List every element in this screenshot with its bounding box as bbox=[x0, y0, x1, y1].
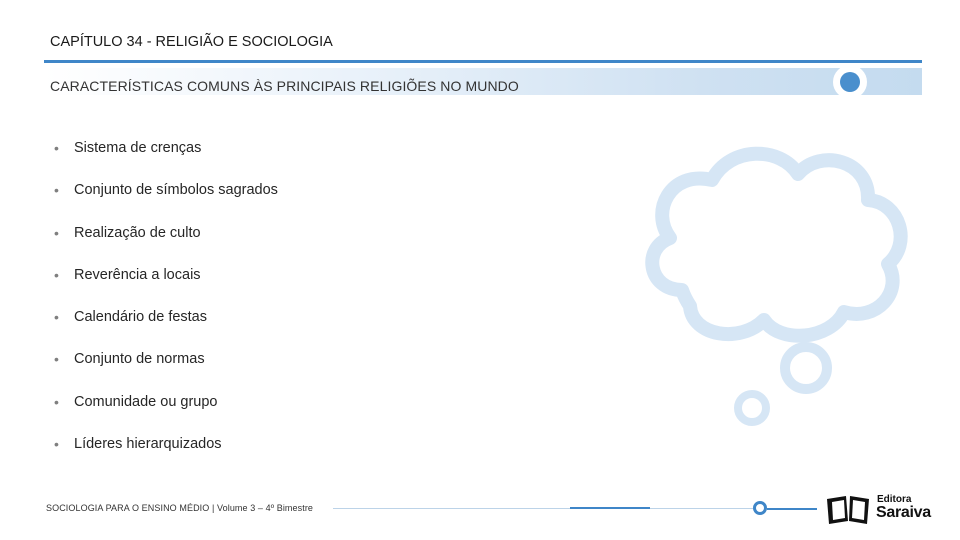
footer-text: SOCIOLOGIA PARA O ENSINO MÉDIO | Volume 3 – 4º Bimestre bbox=[46, 503, 314, 513]
thought-cloud-icon bbox=[630, 140, 930, 440]
list-item bbox=[54, 301, 278, 343]
bullet-icon: • bbox=[54, 182, 59, 199]
list-item bbox=[54, 217, 278, 259]
decorative-circle-icon bbox=[829, 64, 871, 100]
bullet-text: Sistema de crenças bbox=[74, 140, 202, 156]
bullet-text: Reverência a locais bbox=[74, 266, 201, 283]
bullet-icon: • bbox=[54, 266, 59, 283]
chapter-title: CAPÍTULO 34 - RELIGIÃO E SOCIOLOGIA bbox=[50, 34, 333, 50]
bullet-text: Conjunto de normas bbox=[74, 351, 205, 368]
bullet-text: Comunidade ou grupo bbox=[74, 393, 218, 410]
bullet-text: Conjunto de símbolos sagrados bbox=[74, 182, 278, 199]
bullet-icon: • bbox=[54, 140, 59, 156]
bullet-icon: • bbox=[54, 436, 59, 453]
footer-circle-icon bbox=[753, 501, 767, 515]
open-book-icon bbox=[824, 493, 874, 525]
logo-text-big: Saraiva bbox=[876, 504, 931, 521]
list-item bbox=[54, 174, 278, 216]
bullet-icon: • bbox=[54, 224, 59, 241]
bullet-icon: • bbox=[54, 393, 59, 410]
list-item bbox=[54, 343, 278, 385]
bullet-text: Realização de culto bbox=[74, 224, 201, 241]
publisher-logo bbox=[824, 493, 944, 527]
bullet-text: Calendário de festas bbox=[74, 309, 207, 326]
bullet-text: Líderes hierarquizados bbox=[74, 436, 222, 453]
footer-line-accent bbox=[570, 507, 650, 509]
logo-text-small: Editora bbox=[877, 494, 912, 505]
footer-line bbox=[333, 508, 753, 509]
bullet-list bbox=[54, 132, 278, 470]
slide-subtitle: CARACTERÍSTICAS COMUNS ÀS PRINCIPAIS RELIGIÕES NO MUNDO bbox=[50, 78, 519, 94]
list-item bbox=[54, 428, 278, 470]
bullet-icon: • bbox=[54, 309, 59, 326]
list-item bbox=[54, 386, 278, 428]
footer-line-right bbox=[767, 508, 817, 510]
list-item bbox=[54, 259, 278, 301]
list-item bbox=[54, 132, 278, 174]
bullet-icon: • bbox=[54, 351, 59, 368]
header-rule bbox=[44, 60, 922, 63]
